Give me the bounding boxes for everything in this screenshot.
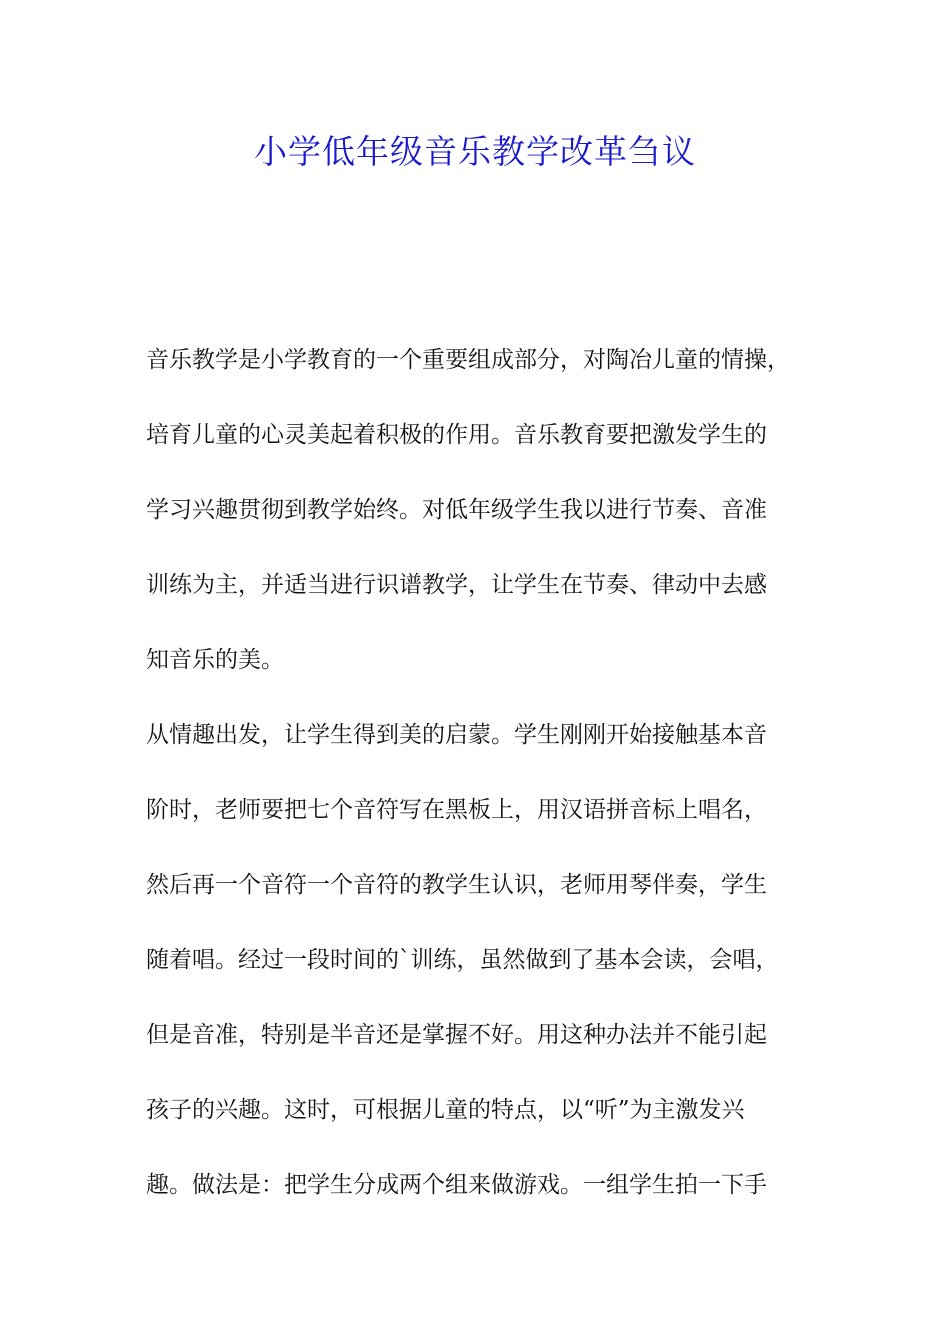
body-line: 阶时，老师要把七个音符写在黑板上，用汉语拼音标上唱名，: [146, 797, 767, 823]
body-line: 学习兴趣贯彻到教学始终。对低年级学生我以进行节奏、音准: [146, 497, 767, 523]
body-line: 趣。做法是：把学生分成两个组来做游戏。一组学生拍一下手: [146, 1172, 767, 1198]
body-line: 培育儿童的心灵美起着积极的作用。音乐教育要把激发学生的: [146, 422, 767, 448]
body-line: 随着唱。经过一段时间的`训练，虽然做到了基本会读，会唱，: [146, 947, 779, 973]
body-line: 训练为主，并适当进行识谱教学，让学生在节奏、律动中去感: [146, 572, 767, 598]
document-body: [146, 335, 836, 1235]
body-line: 从情趣出发，让学生得到美的启蒙。学生刚刚开始接触基本音: [146, 722, 767, 748]
body-line: 音乐教学是小学教育的一个重要组成部分，对陶冶儿童的情操，: [146, 347, 790, 373]
body-line: 孩子的兴趣。这时，可根据儿童的特点，以“听”为主激发兴: [146, 1097, 745, 1123]
body-line: 知音乐的美。: [146, 647, 284, 673]
body-line: 但是音准，特别是半音还是掌握不好。用这种办法并不能引起: [146, 1022, 767, 1048]
body-line: 然后再一个音符一个音符的教学生认识，老师用琴伴奏，学生: [146, 872, 767, 898]
document-title: 小学低年级音乐教学改革刍议: [254, 132, 696, 171]
